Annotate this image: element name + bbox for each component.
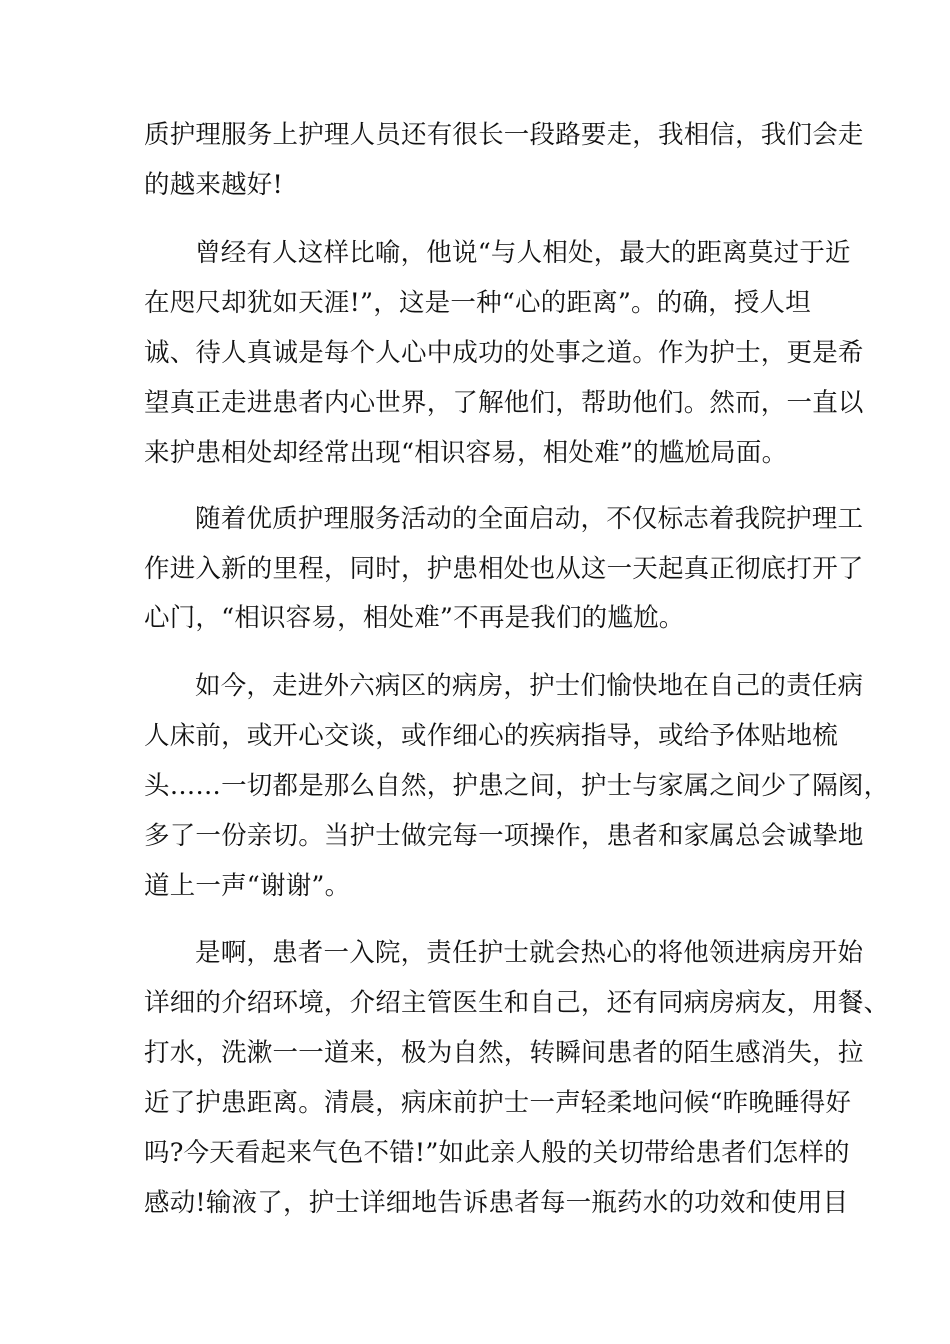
text-line: 的越来越好!: [144, 170, 283, 200]
text-line: 道上一声“谢谢”。: [144, 871, 351, 901]
text-line: 多了一份亲切。当护士做完每一项操作，患者和家属总会诚挚地: [144, 821, 864, 851]
text-line: 来护患相处却经常出现“相识容易，相处难”的尴尬局面。: [144, 438, 788, 468]
text-line: 作进入新的里程，同时，护患相处也从这一天起真正彻底打开了: [144, 554, 864, 584]
text-line: 人床前，或开心交谈，或作细心的疾病指导，或给予体贴地梳: [144, 721, 838, 751]
text-line: 近了护患距离。清晨，病床前护士一声轻柔地问候“昨晚睡得好: [144, 1088, 852, 1118]
paragraph-first-line: 曾经有人这样比喻，他说“与人相处，最大的距离莫过于近: [195, 238, 851, 268]
text-line: 诚、待人真诚是每个人心中成功的处事之道。作为护士，更是希: [144, 338, 864, 368]
text-line: 头……一切都是那么自然，护患之间，护士与家属之间少了隔阂，: [144, 771, 890, 801]
paragraph-first-line: 如今，走进外六病区的病房，护士们愉快地在自己的责任病: [195, 671, 864, 701]
text-line: 质护理服务上护理人员还有很长一段路要走，我相信，我们会走: [144, 120, 864, 150]
text-line: 心门，“相识容易，相处难”不再是我们的尴尬。: [144, 603, 685, 633]
text-line: 在咫尺却犹如天涯!”，这是一种“心的距离”。的确，授人坦: [144, 288, 811, 318]
text-line: 望真正走进患者内心世界，了解他们，帮助他们。然而，一直以: [144, 388, 864, 418]
text-line: 详细的介绍环境，介绍主管医生和自己，还有同病房病友，用餐、: [144, 988, 890, 1018]
text-line: 打水，洗漱一一道来，极为自然，转瞬间患者的陌生感消失，拉: [144, 1038, 864, 1068]
text-line: 吗?今天看起来气色不错!”如此亲人般的关切带给患者们怎样的: [144, 1138, 850, 1168]
paragraph-first-line: 随着优质护理服务活动的全面启动，不仅标志着我院护理工: [195, 504, 864, 534]
paragraph-first-line: 是啊，患者一入院，责任护士就会热心的将他领进病房开始: [195, 938, 864, 968]
text-line: 感动!输液了，护士详细地告诉患者每一瓶药水的功效和使用目: [144, 1188, 849, 1218]
